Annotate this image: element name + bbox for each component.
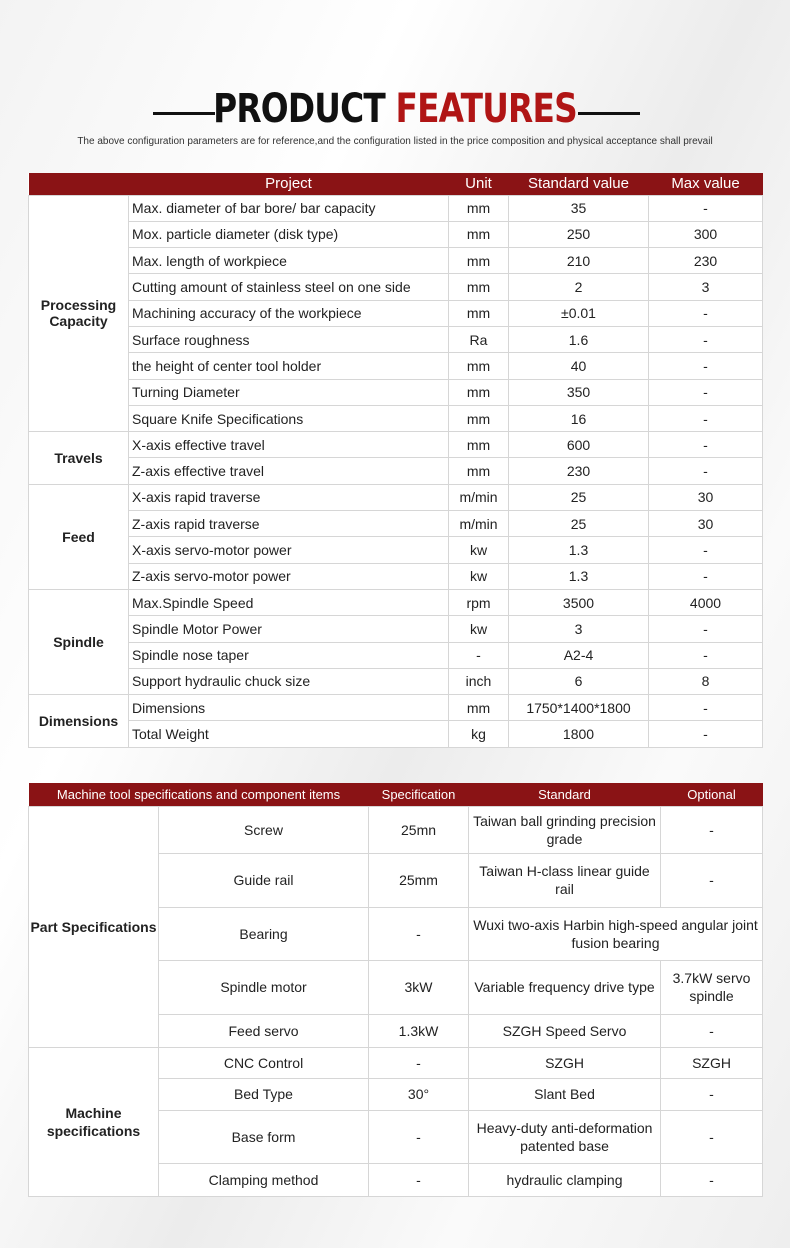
table-cell: Feed servo: [159, 1014, 369, 1047]
table-cell: 30: [649, 484, 763, 510]
table-cell: mm: [449, 379, 509, 405]
table-row: [29, 379, 763, 405]
group-label: Feed: [29, 484, 129, 589]
table-cell: 350: [509, 379, 649, 405]
table-cell: Max. diameter of bar bore/ bar capacity: [129, 195, 449, 221]
table-cell: Max. length of workpiece: [129, 248, 449, 274]
table-cell: Bed Type: [159, 1078, 369, 1110]
table-cell: -: [649, 195, 763, 221]
table-cell: Spindle Motor Power: [129, 616, 449, 642]
table-cell: -: [369, 1163, 469, 1196]
group-label: Dimensions: [29, 695, 129, 748]
table-cell: 6: [509, 668, 649, 694]
table-cell: Guide rail: [159, 853, 369, 907]
table-cell: inch: [449, 668, 509, 694]
table-cell: 1.3: [509, 563, 649, 589]
table-cell: SZGH Speed Servo: [469, 1014, 661, 1047]
table-cell: 1.6: [509, 326, 649, 352]
table-cell: 30°: [369, 1078, 469, 1110]
table-cell: CNC Control: [159, 1047, 369, 1078]
table-cell: 230: [649, 248, 763, 274]
table-cell: 3: [509, 616, 649, 642]
table-cell: Base form: [159, 1110, 369, 1163]
table-cell: 25: [509, 511, 649, 537]
page-title: PRODUCT FEATURES: [213, 86, 577, 132]
table-cell: -: [449, 642, 509, 668]
table-cell: -: [649, 432, 763, 458]
table-cell: -: [661, 1110, 763, 1163]
table-row: [29, 458, 763, 484]
table-row: [29, 537, 763, 563]
table-cell: Ra: [449, 326, 509, 352]
table-cell: 3500: [509, 589, 649, 615]
table-cell: m/min: [449, 484, 509, 510]
table-cell: Square Knife Specifications: [129, 405, 449, 431]
table-cell: 16: [509, 405, 649, 431]
table-row: [29, 695, 763, 721]
table-cell: -: [649, 642, 763, 668]
table-cell: Spindle nose taper: [129, 642, 449, 668]
table-cell: 3kW: [369, 960, 469, 1014]
table-cell: 250: [509, 221, 649, 247]
table-row: [29, 668, 763, 694]
table-cell: -: [661, 1014, 763, 1047]
subtitle: The above configuration parameters are for reference,and the configuration listed in the price composition and physical acceptance shall prevail: [77, 136, 713, 147]
table-row: [29, 326, 763, 352]
table-cell: 30: [649, 511, 763, 537]
table-cell: Machining accuracy of the workpiece: [129, 300, 449, 326]
table-cell: 35: [509, 195, 649, 221]
header-project: Project: [129, 173, 449, 195]
table-cell: Wuxi two-axis Harbin high-speed angular joint fusion bearing: [469, 907, 763, 960]
table-cell: 300: [649, 221, 763, 247]
table-cell: -: [369, 1110, 469, 1163]
group-label: Spindle: [29, 589, 129, 694]
table-cell: 25mm: [369, 853, 469, 907]
table-row: [29, 195, 763, 221]
table-row: [29, 589, 763, 615]
table-cell: -: [661, 1163, 763, 1196]
group-label: Travels: [29, 432, 129, 485]
header-standard: Standard: [469, 783, 661, 806]
table-cell: 1.3: [509, 537, 649, 563]
header-max: Max value: [649, 173, 763, 195]
table-cell: 25mn: [369, 806, 469, 853]
table-cell: kw: [449, 537, 509, 563]
table-row: [29, 248, 763, 274]
table-row: [29, 642, 763, 668]
table-cell: -: [649, 300, 763, 326]
table-row: [29, 405, 763, 431]
table-cell: -: [649, 537, 763, 563]
table-cell: Variable frequency drive type: [469, 960, 661, 1014]
table-cell: kw: [449, 563, 509, 589]
table-cell: ±0.01: [509, 300, 649, 326]
table-cell: Slant Bed: [469, 1078, 661, 1110]
table-cell: mm: [449, 432, 509, 458]
table-cell: 600: [509, 432, 649, 458]
table-cell: 25: [509, 484, 649, 510]
table-cell: SZGH: [661, 1047, 763, 1078]
table-cell: Taiwan H-class linear guide rail: [469, 853, 661, 907]
table-cell: Heavy-duty anti-deformation patented base: [469, 1110, 661, 1163]
table-cell: Cutting amount of stainless steel on one side: [129, 274, 449, 300]
table-cell: the height of center tool holder: [129, 353, 449, 379]
table-cell: Z-axis rapid traverse: [129, 511, 449, 537]
table-row: [29, 1047, 763, 1078]
table-cell: 4000: [649, 589, 763, 615]
table-row: [29, 221, 763, 247]
table-cell: Bearing: [159, 907, 369, 960]
table-cell: hydraulic clamping: [469, 1163, 661, 1196]
table-cell: -: [661, 1078, 763, 1110]
table-cell: mm: [449, 405, 509, 431]
table-row: [29, 721, 763, 747]
table-cell: Total Weight: [129, 721, 449, 747]
table-cell: 1800: [509, 721, 649, 747]
table-header: [29, 173, 763, 195]
table-cell: Dimensions: [129, 695, 449, 721]
table-cell: Turning Diameter: [129, 379, 449, 405]
header-items: Machine tool specifications and component items: [29, 783, 369, 806]
table-cell: -: [649, 353, 763, 379]
table-cell: 8: [649, 668, 763, 694]
table-cell: mm: [449, 458, 509, 484]
table-cell: X-axis effective travel: [129, 432, 449, 458]
table-cell: -: [369, 907, 469, 960]
table-cell: 3: [649, 274, 763, 300]
table-cell: kw: [449, 616, 509, 642]
group-label: Part Specifications: [29, 806, 159, 1047]
table-cell: kg: [449, 721, 509, 747]
table-cell: A2-4: [509, 642, 649, 668]
table-cell: Mox. particle diameter (disk type): [129, 221, 449, 247]
table-cell: mm: [449, 248, 509, 274]
table-row: [29, 563, 763, 589]
table-cell: Support hydraulic chuck size: [129, 668, 449, 694]
header-unit: Unit: [449, 173, 509, 195]
title-line-right: [578, 112, 640, 115]
table-cell: -: [649, 563, 763, 589]
table-row: [29, 300, 763, 326]
table-cell: 1.3kW: [369, 1014, 469, 1047]
group-label: Processing Capacity: [29, 195, 129, 432]
table-cell: Z-axis effective travel: [129, 458, 449, 484]
group-label: Machine specifications: [29, 1047, 159, 1196]
table-cell: -: [369, 1047, 469, 1078]
table-cell: -: [649, 379, 763, 405]
table-row: [29, 511, 763, 537]
table-row: [29, 806, 763, 853]
table-cell: -: [649, 458, 763, 484]
table-cell: Z-axis servo-motor power: [129, 563, 449, 589]
table-cell: mm: [449, 195, 509, 221]
table-cell: 3.7kW servo spindle: [661, 960, 763, 1014]
header-specification: Specification: [369, 783, 469, 806]
table-cell: X-axis rapid traverse: [129, 484, 449, 510]
table-cell: Spindle motor: [159, 960, 369, 1014]
table-cell: m/min: [449, 511, 509, 537]
table-cell: mm: [449, 353, 509, 379]
table-row: [29, 616, 763, 642]
table-cell: rpm: [449, 589, 509, 615]
table-cell: mm: [449, 221, 509, 247]
table-cell: Max.Spindle Speed: [129, 589, 449, 615]
component-specifications-table: [28, 783, 763, 1197]
table-cell: SZGH: [469, 1047, 661, 1078]
table-cell: 1750*1400*1800: [509, 695, 649, 721]
table-cell: mm: [449, 274, 509, 300]
table-cell: -: [649, 721, 763, 747]
table-cell: X-axis servo-motor power: [129, 537, 449, 563]
header-optional: Optional: [661, 783, 763, 806]
table-cell: Screw: [159, 806, 369, 853]
table-cell: Taiwan ball grinding precision grade: [469, 806, 661, 853]
table-cell: -: [649, 616, 763, 642]
table-row: [29, 274, 763, 300]
table-cell: 40: [509, 353, 649, 379]
table-cell: 210: [509, 248, 649, 274]
header-standard: Standard value: [509, 173, 649, 195]
table-cell: -: [649, 695, 763, 721]
table-cell: -: [661, 806, 763, 853]
table-row: [29, 484, 763, 510]
table-cell: 230: [509, 458, 649, 484]
table-cell: mm: [449, 300, 509, 326]
table-row: [29, 353, 763, 379]
table-row: [29, 432, 763, 458]
table-cell: -: [649, 326, 763, 352]
table-header: [29, 783, 763, 806]
table-cell: -: [661, 853, 763, 907]
table-cell: -: [649, 405, 763, 431]
product-parameters-table: [28, 173, 763, 748]
table-cell: Clamping method: [159, 1163, 369, 1196]
table-cell: Surface roughness: [129, 326, 449, 352]
table-cell: 2: [509, 274, 649, 300]
table-cell: mm: [449, 695, 509, 721]
